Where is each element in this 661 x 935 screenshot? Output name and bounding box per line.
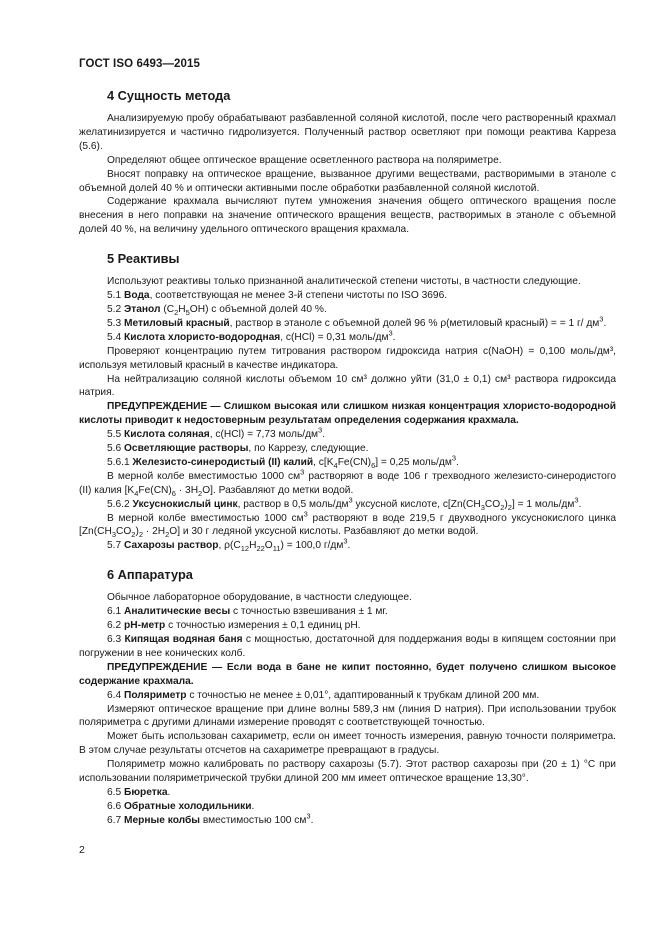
paragraph: В мерной колбе вместимостью 1000 $см^3$ растворяют в воде 219,5 г двухводного уксуснокислого цинка $[Zn(CH_3CO_2)_2 \cdot 2H_2O]$ и 30 г ледяной уксусной кислоты. Разбавляют до метки водой. (79, 509, 616, 540)
paragraph: Поляриметр можно калибровать по раствору сахарозы (5.7). Этот раствор сахарозы при (20 ± 1) °С при использовании поляриметрической трубки длиной 200 мм имеет оптическое вращение 13,30°. (79, 759, 616, 785)
page-number: 2 (79, 844, 85, 856)
paragraph: На нейтрализацию соляной кислоты объемом 10 см³ должно уйти (31,0 ± 0,1) см³ раствора гидроксида натрия. (79, 373, 616, 399)
item-6-6: 6.6 Обратные холодильники. (107, 800, 255, 812)
item-6-5: 6.5 Бюретка. (107, 786, 171, 798)
item-5-1: 5.1 Вода, соответствующая не менее 3-й степени чистоты по ISO 3696. (107, 290, 448, 302)
paragraph: Используют реактивы только признанной аналитической степени чистоты, в частности следующие. (107, 276, 581, 288)
warning-6: ПРЕДУПРЕЖДЕНИЕ — Если вода в бане не кипит постоянно, будет получено слишком высокое содержание крахмала. (79, 661, 616, 687)
paragraph: Содержание крахмала вычисляют путем умножения значения общего оптического вращения после внесения в него поправки на значение оптического вращения веществ, растворимых в этаноле с объемной долей 40 %, на величину удельного оптического вращения крахмала. (79, 196, 616, 236)
item-6-7: 6.7 Мерные колбы вместимостью 100 $см^3$. (107, 811, 314, 826)
item-5-2: 5.2 Этанол $(C_2H_5OH)$ с объемной долей 40 %. (107, 303, 327, 317)
paragraph: В мерной колбе вместимостью 1000 $см^3$ растворяют в воде 106 г трехводного железисто-синеродистого (II) калия $[K_4Fe(CN)_6 \cdot 3H_2O]$. Разбавляют до метки водой. (79, 467, 617, 498)
item-6-4: 6.4 Поляриметр с точностью не менее ± 0,01°, адаптированный к трубкам длиной 200 мм. (107, 689, 540, 701)
section-5-heading: 5 Реактивы (107, 251, 180, 267)
page-header: ГОСТ ISO 6493—2015 (79, 58, 201, 70)
section-6-heading: 6 Аппаратура (107, 567, 193, 583)
item-5-3: 5.3 Метиловый красный, раствор в этаноле с объемной долей 96 % ρ(метиловый красный) = = 1 г/ $дм^3$. (107, 314, 607, 329)
item-5-7: 5.7 Сахарозы раствор, $\rho(C_{12}H_{22}O_{11}) = 100,0$ $г/дм^3$. (107, 536, 351, 554)
paragraph: Может быть использован сахариметр, если он имеет точность измерения, равную точности поляриметра. В этом случае результаты отсчетов на сахариметре превращают в градусы. (79, 731, 616, 757)
paragraph: Определяют общее оптическое вращение осветленного раствора на поляриметре. (107, 154, 502, 166)
section-5 (79, 251, 616, 553)
item-5-6: 5.6 Осветляющие растворы, по Каррезу, следующие. (107, 443, 369, 455)
item-5-6-2: 5.6.2 Уксуснокислый цинк, раствор в 0,5 моль/$дм^3$ уксусной кислоте, $c[Zn(CH_3CO_2)_2] = 1$ моль/$дм^3$. (107, 495, 582, 512)
paragraph: Вносят поправку на оптическое вращение, вызванное другими веществами, растворимыми в этаноле с объемной долей 40 % и оптически активными после обработки разбавленной соляной кислотой. (79, 168, 616, 194)
page-content (79, 88, 616, 842)
item-5-5: 5.5 Кислота соляная, c(HCl) = 7,73 моль/$дм^3$. (107, 425, 326, 441)
item-5-6-1: 5.6.1 Железисто-синеродистый (II) калий, $c[K_4Fe(CN)_6] = 0,25$ моль/$дм^3$. (107, 453, 459, 470)
paragraph: Измеряют оптическое вращение при длине волны 589,3 нм (линия D натрия). При использовании трубок поляриметра с другими длинами измерение проводят с соответствующей точностью. (79, 703, 616, 729)
item-6-1: 6.1 Аналитические весы с точностью взвешивания ± 1 мг. (107, 606, 388, 618)
paragraph: Обычное лабораторное оборудование, в частности следующее. (107, 592, 412, 604)
section-6 (79, 567, 616, 827)
warning-5: ПРЕДУПРЕЖДЕНИЕ — Слишком высокая или слишком низкая концентрация хлористо-водородной кислоты приводит к недостоверным результатам определения содержания крахмала. (79, 401, 616, 427)
item-6-3: 6.3 Кипящая водяная баня с мощностью, достаточной для поддержания воды в кипящем состоянии при погружении в нее конических колб. (79, 634, 616, 659)
paragraph: Анализируемую пробу обрабатывают разбавленной соляной кислотой, после чего растворенный крахмал желатинизируется и частично гидролизуется. Полученный раствор осветляют при помощи реактива Карреза (5.6). (79, 113, 616, 152)
item-5-4: 5.4 Кислота хлористо-водородная, c(HCl) = 0,31 моль/$дм^3$. (107, 328, 396, 343)
item-6-2: 6.2 pH-метр с точностью измерения ± 0,1 единиц pH. (107, 620, 361, 632)
section-4 (79, 88, 616, 237)
section-4-heading: 4 Сущность метода (107, 88, 231, 103)
paragraph: Проверяют концентрацию путем титрования раствором гидроксида натрия c(NaOH) = 0,100 моль/дм³, используя метиловый красный в качестве индикатора. (79, 345, 616, 371)
